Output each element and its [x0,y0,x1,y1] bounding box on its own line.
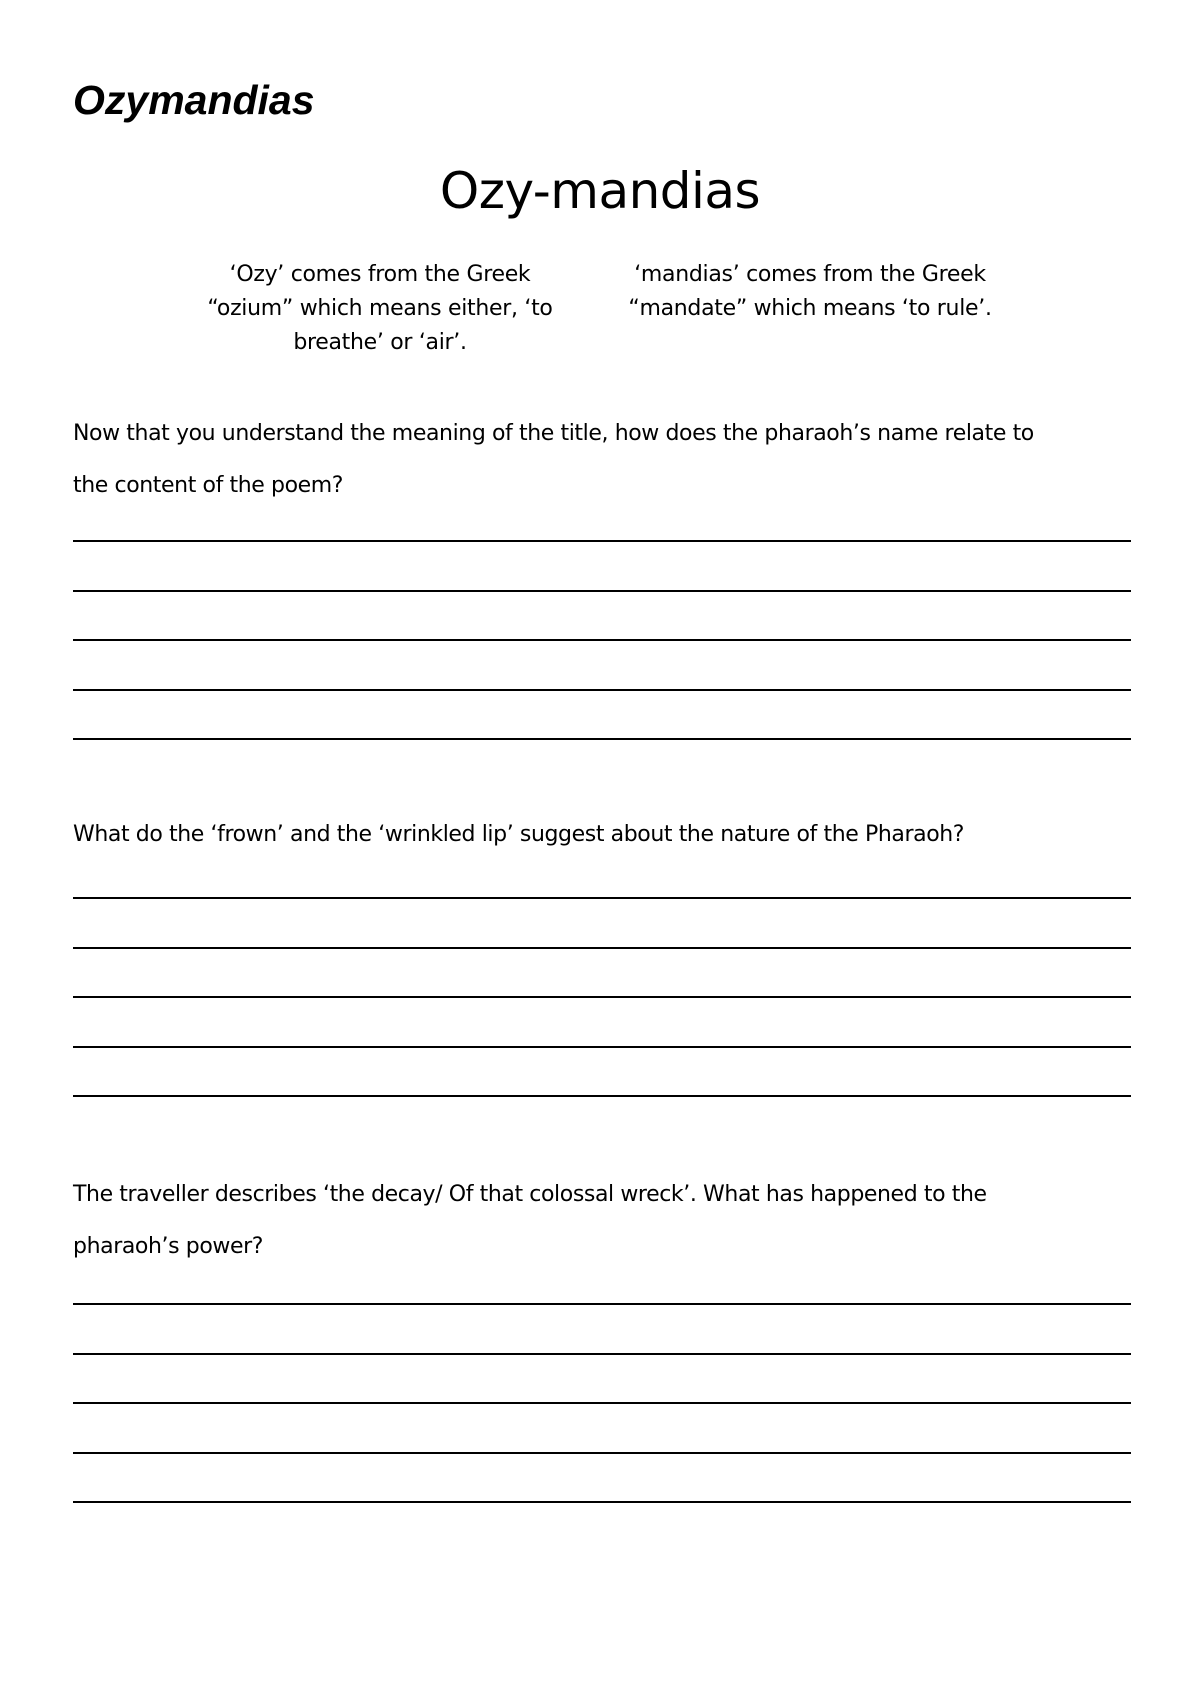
split-title: Ozy-mandias [439,162,761,220]
etymology-mandias [600,258,1020,326]
answer-line-q1[interactable] [73,590,1131,592]
question-2-line: What do the ‘frown’ and the ‘wrinkled lip’ suggest about the nature of the Pharaoh? [73,822,965,847]
etymology-ozy-line: breathe’ or ‘air’. [293,330,467,355]
question-1 [73,408,1133,512]
answer-line-q2[interactable] [73,1046,1131,1048]
answer-line-q2[interactable] [73,1095,1131,1097]
etymology-mandias-line: ‘mandias’ comes from the Greek [634,262,986,287]
question-2 [73,818,1133,852]
answer-line-q3[interactable] [73,1303,1131,1305]
etymology-ozy [180,258,580,360]
answer-line-q1[interactable] [73,738,1131,740]
answer-line-q1[interactable] [73,639,1131,641]
answer-line-q3[interactable] [73,1402,1131,1404]
answer-line-q2[interactable] [73,897,1131,899]
etymology-ozy-line: ‘Ozy’ comes from the Greek [229,262,531,287]
answer-line-q2[interactable] [73,947,1131,949]
question-3-line: The traveller describes ‘the decay/ Of that colossal wreck’. What has happened to the [73,1182,987,1207]
etymology-mandias-line: “mandate” which means ‘to rule’. [628,296,992,321]
answer-line-q1[interactable] [73,540,1131,542]
etymology-ozy-line: “ozium” which means either, ‘to [207,296,553,321]
answer-line-q2[interactable] [73,996,1131,998]
answer-line-q1[interactable] [73,689,1131,691]
question-1-line: Now that you understand the meaning of the title, how does the pharaoh’s name relate to [73,421,1034,446]
answer-line-q3[interactable] [73,1452,1131,1454]
answer-line-q3[interactable] [73,1353,1131,1355]
answer-line-q3[interactable] [73,1501,1131,1503]
question-3-line: pharaoh’s power? [73,1234,264,1259]
question-1-line: the content of the poem? [73,473,344,498]
question-3 [73,1169,1133,1273]
page-heading: Ozymandias [73,77,315,123]
